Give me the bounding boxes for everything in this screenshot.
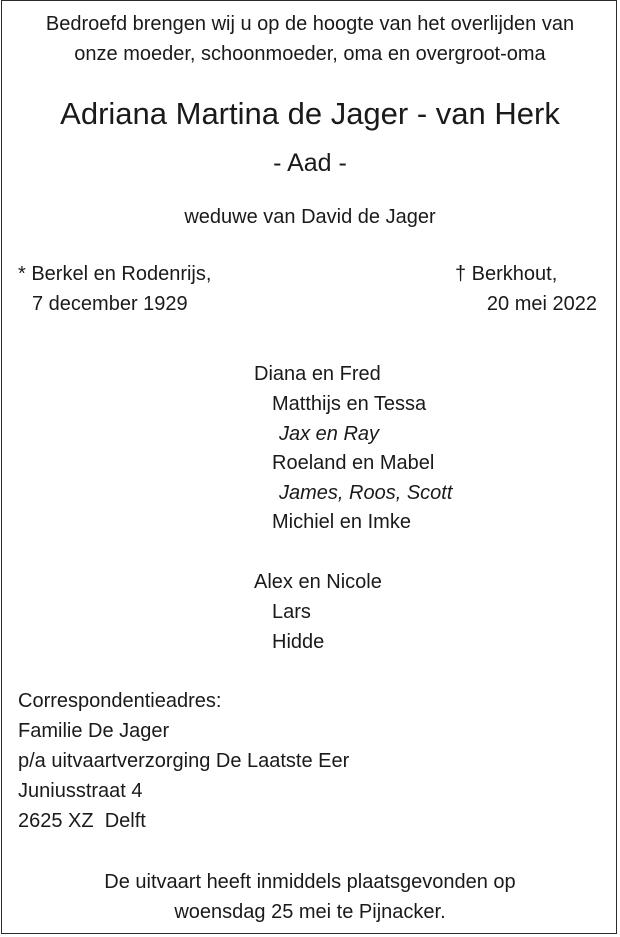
family-group1-child1-kids: Jax en Ray (279, 423, 380, 445)
death-date: 20 mei 2022 (486, 293, 597, 315)
deceased-nickname: - Aad - (273, 149, 347, 177)
deceased-full-name: Adriana Martina de Jager - van Herk (60, 96, 560, 131)
intro-line-1: Bedroefd brengen wij u op de hoogte van het overlijden van (45, 13, 575, 35)
family-group2-child1: Lars (272, 601, 311, 623)
family-group1-child1: Matthijs en Tessa (272, 393, 427, 415)
closing-line-1: De uitvaart heeft inmiddels plaatsgevonden op (104, 871, 516, 893)
family-group1-child2-kids: James, Roos, Scott (279, 482, 453, 504)
family-group1-parents: Diana en Fred (254, 363, 381, 385)
correspondence-name: Familie De Jager (18, 720, 170, 742)
death-place: † Berkhout, (455, 263, 558, 285)
birth-place: * Berkel en Rodenrijs, (18, 263, 212, 285)
birth-date: 7 december 1929 (32, 293, 188, 315)
family-group2-child2: Hidde (272, 631, 325, 653)
widow-of-line: weduwe van David de Jager (184, 206, 436, 228)
correspondence-city: 2625 XZ Delft (18, 810, 146, 832)
family-group1-child3: Michiel en Imke (272, 511, 411, 533)
correspondence-care-of: p/a uitvaartverzorging De Laatste Eer (18, 750, 350, 772)
correspondence-heading: Correspondentieadres: (18, 690, 222, 712)
family-group1-child2: Roeland en Mabel (272, 452, 435, 474)
intro-line-2: onze moeder, schoonmoeder, oma en overgroot-oma (74, 43, 546, 65)
correspondence-street: Juniusstraat 4 (18, 780, 143, 802)
closing-line-2: woensdag 25 mei te Pijnacker. (174, 901, 446, 923)
family-group2-parents: Alex en Nicole (254, 571, 382, 593)
